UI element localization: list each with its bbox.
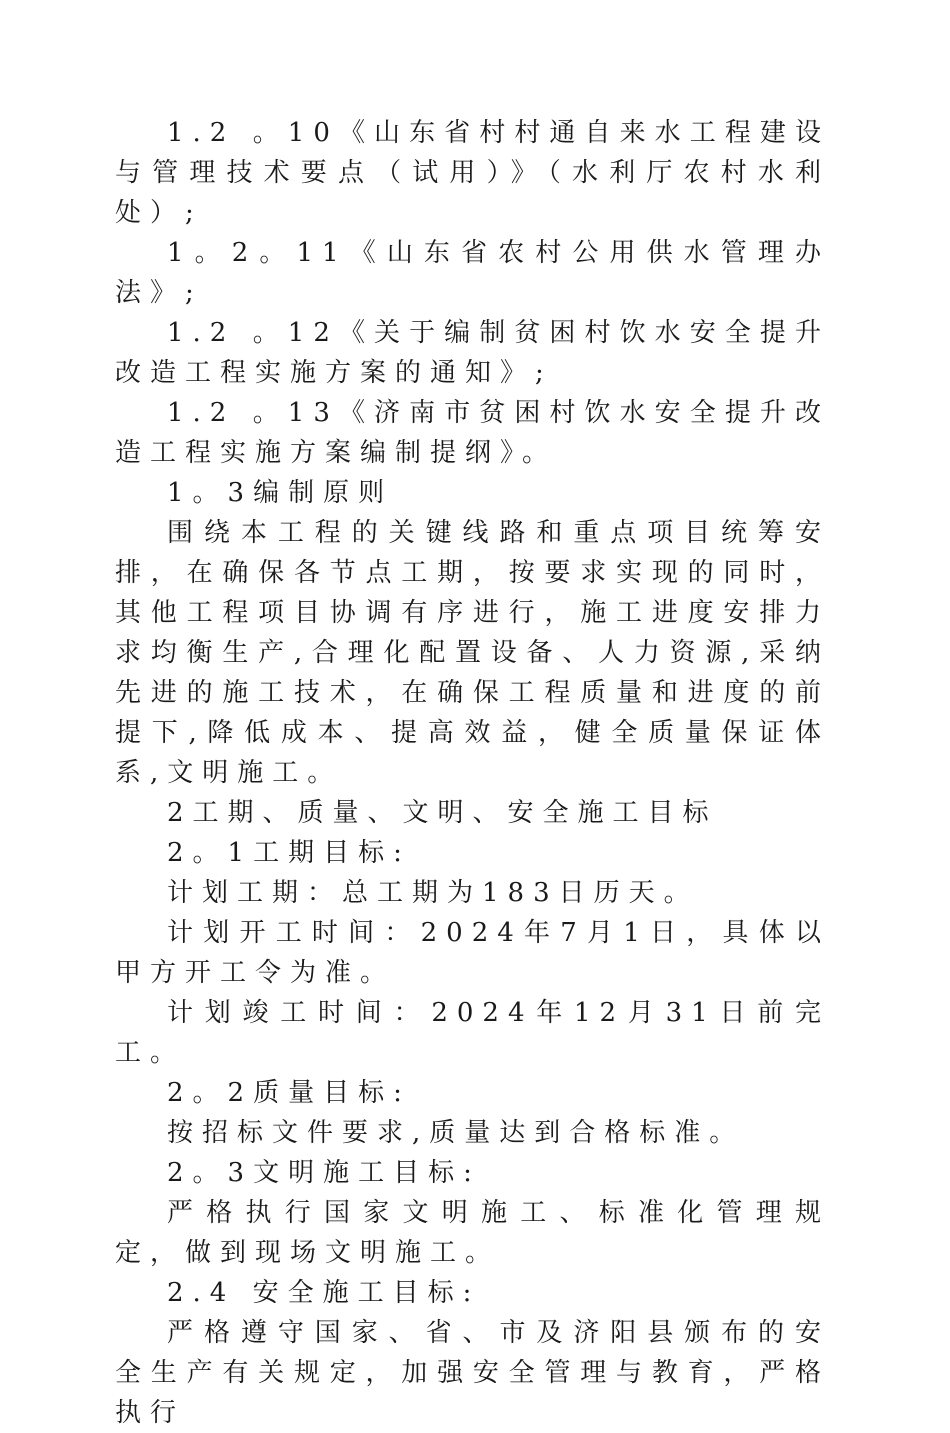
section-heading-2: 2工期、质量、文明、安全施工目标 — [167, 798, 718, 828]
section-heading-1-3: 1。3编制原则 — [167, 478, 394, 508]
section-heading-2-1: 2。1工期目标: — [167, 838, 411, 868]
planned-start-date: 计划开工时间：2024年7月1日，具体以甲方开工令为准。 — [115, 918, 830, 988]
planned-completion-date: 计划竣工时间：2024年12月31日前完工。 — [115, 998, 830, 1068]
civilized-construction-text: 严格执行国家文明施工、标准化管理规定，做到现场文明施工。 — [115, 1198, 830, 1268]
section-heading-2-2: 2。2质量目标: — [167, 1078, 411, 1108]
reference-item-1-2-11: 1。2。11《山东省农村公用供水管理办法》; — [115, 238, 830, 308]
principles-paragraph: 围绕本工程的关键线路和重点项目统筹安排，在确保各节点工期，按要求实现的同时，其他工程项目协调有序进行，施工进度安排力求均衡生产,合理化配置设备、人力资源,采纳先进的施工技术，在确保工程质量和进度的前提下,降低成本、提高效益，健全质量保证体系,文明施工。 — [115, 518, 830, 788]
reference-item-1-2-10: 1.2 。10《山东省村村通自来水工程建设与管理技术要点（试用）》（水利厅农村水利处）; — [115, 118, 830, 228]
section-heading-2-3: 2。3文明施工目标: — [167, 1158, 481, 1188]
planned-duration: 计划工期：总工期为183日历天。 — [167, 878, 699, 908]
reference-item-1-2-12: 1.2 。12《关于编制贫困村饮水安全提升改造工程实施方案的通知》; — [115, 318, 830, 388]
quality-target-text: 按招标文件要求,质量达到合格标准。 — [167, 1118, 745, 1148]
safety-target-text: 严格遵守国家、省、市及济阳县颁布的安全生产有关规定，加强安全管理与教育，严格执行 — [115, 1318, 830, 1428]
reference-item-1-2-13: 1.2 。13《济南市贫困村饮水安全提升改造工程实施方案编制提纲》。 — [115, 398, 830, 468]
section-heading-2-4: 2.4 安全施工目标: — [167, 1278, 481, 1308]
document-body — [115, 113, 830, 1433]
